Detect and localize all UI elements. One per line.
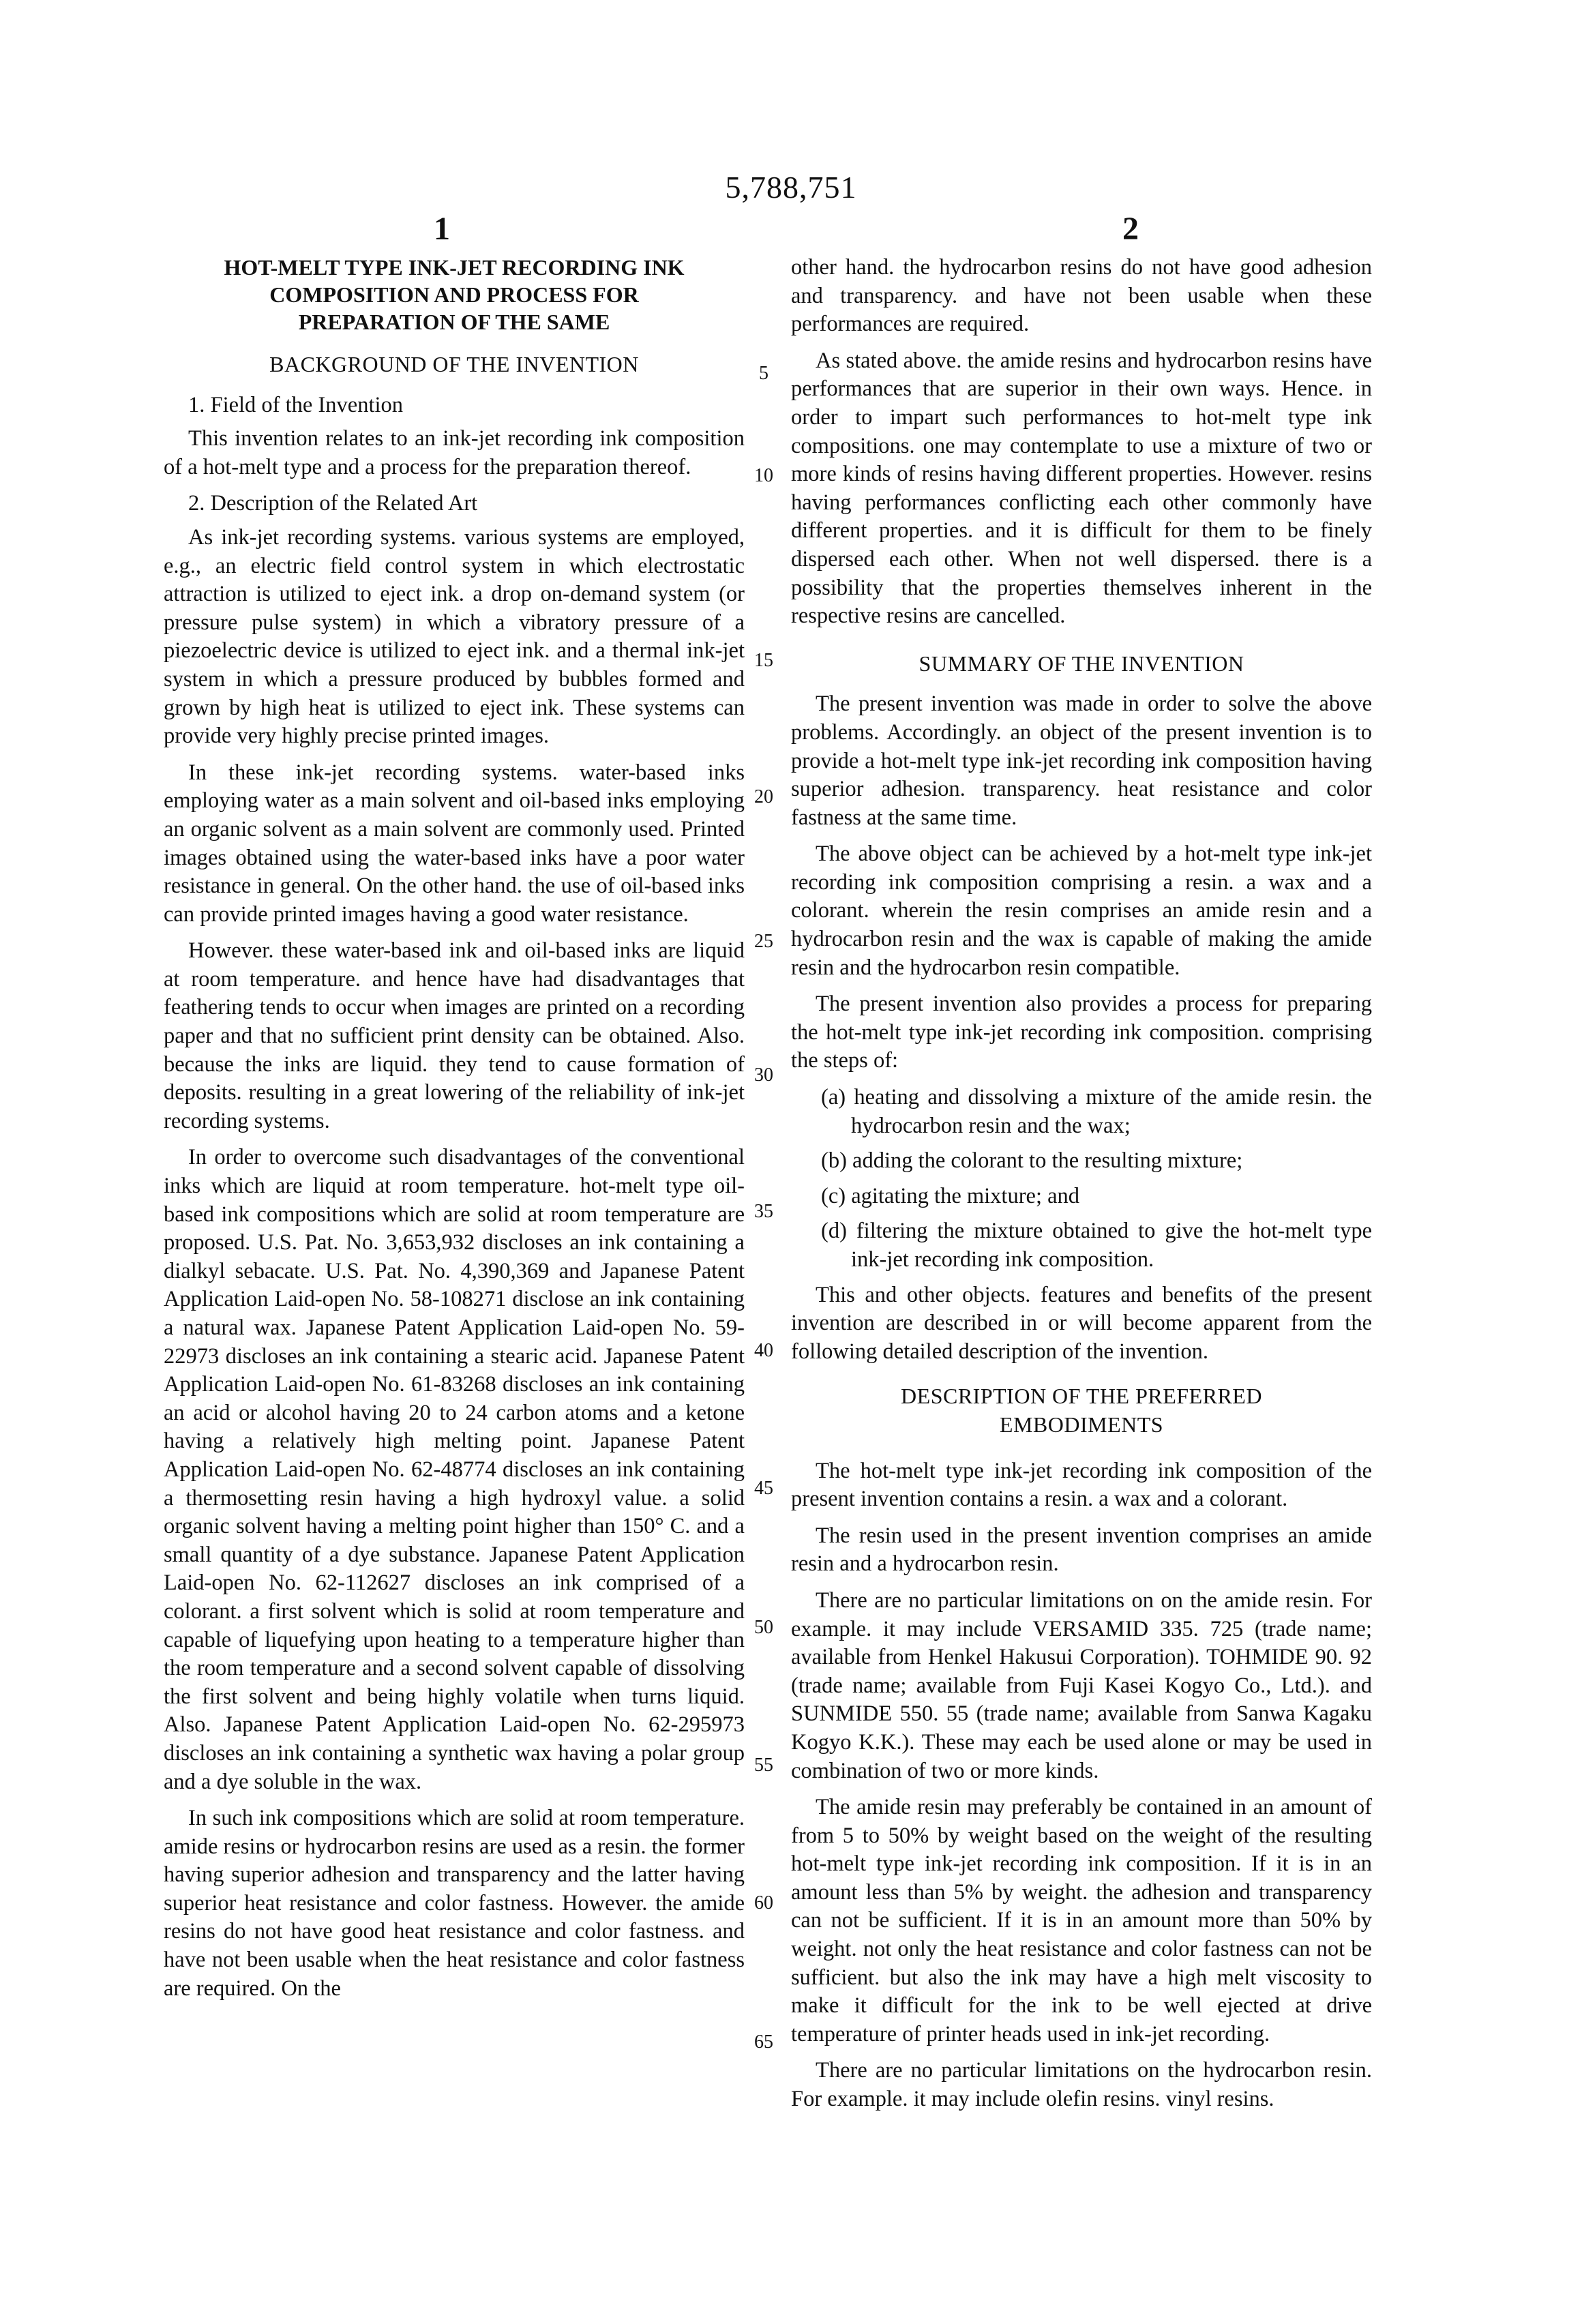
paragraph: As stated above. the amide resins and hydrocarbon resins have performances that are superior in their own ways. Hence. in order to impart such performances to hot-melt type ink compositions. one may contemplate to use a mixture of two or more kinds of resins having different properties. However. resins having performances conflicting each other commonly have different properties. and it is difficult for them to be finely dispersed each other. When not well dispersed. there is a possibility that the properties themselves inherent in the respective resins are cancelled. <box>791 347 1372 631</box>
line-number: 50 <box>750 1617 777 1639</box>
paragraph: There are no particular limitations on on the amide resin. For example. it may include VERSAMID 335. 725 (trade name; available from Henkel Hakusui Corporation). TOHMIDE 90. 92 (trade name; available from Fuji Kasei Kogyo Co., Ltd.). and SUNMIDE 550. 55 (trade name; available from Sanwa Kagaku Kogyo K.K.). These may each be used alone or may be used in combination of two or more kinds. <box>791 1587 1372 1785</box>
line-number: 65 <box>750 2031 777 2053</box>
line-number: 35 <box>750 1201 777 1223</box>
line-number: 45 <box>750 1478 777 1500</box>
step-item: (b) adding the colorant to the resulting mixture; <box>791 1147 1372 1176</box>
step-item: (d) filtering the mixture obtained to give the hot-melt type ink-jet recording ink composition. <box>791 1217 1372 1274</box>
paragraph: However. these water-based ink and oil-based inks are liquid at room temperature. and hence have had disadvantages that feathering tends to occur when images are printed on a recording paper and that no sufficient print density can be obtained. Also. because the inks are liquid. they tend to cause formation of deposits. resulting in a great lowering of the reliability of ink-jet recording systems. <box>164 937 745 1135</box>
paragraph: The present invention also provides a process for preparing the hot-melt type ink-jet recording ink composition. comprising the steps of: <box>791 990 1372 1075</box>
document-title: HOT-MELT TYPE INK-JET RECORDING INK COMPOSITION AND PROCESS FOR PREPARATION OF THE SAME <box>191 254 717 336</box>
field-subheading: 1. Field of the Invention <box>164 391 745 420</box>
paragraph: In these ink-jet recording systems. water-based inks employing water as a main solvent and oil-based inks employing an organic solvent as a main solvent are commonly used. Printed images obtained using the water-based inks have a poor water resistance in general. On the other hand. the use of oil-based inks can provide printed images having a good water resistance. <box>164 759 745 929</box>
paragraph: This and other objects. features and benefits of the present invention are described in or will become apparent from the following detailed description of the invention. <box>791 1281 1372 1367</box>
line-number: 10 <box>750 465 777 487</box>
line-number: 20 <box>750 786 777 808</box>
paragraph: The present invention was made in order to solve the above problems. Accordingly. an object of the present invention is to provide a hot-melt type ink-jet recording ink composition having superior adhesion. transparency. heat resistance and color fastness at the same time. <box>791 690 1372 832</box>
paragraph: The resin used in the present invention comprises an amide resin and a hydrocarbon resin. <box>791 1522 1372 1579</box>
related-art-subheading: 2. Description of the Related Art <box>164 490 745 518</box>
paragraph: There are no particular limitations on the hydrocarbon resin. For example. it may include olefin resins. vinyl resins. <box>791 2057 1372 2113</box>
line-number: 60 <box>750 1892 777 1914</box>
paragraph: As ink-jet recording systems. various systems are employed, e.g., an electric field control system in which electrostatic attraction is utilized to eject ink. a drop on-demand system (or pressure pulse system) in which a vibratory pressure of a piezoelectric device is utilized to eject ink. and a thermal ink-jet system in which a pressure produced by bubbles formed and grown by high heat is utilized to eject ink. These systems can provide very highly precise printed images. <box>164 524 745 751</box>
column-number-left: 1 <box>434 210 450 248</box>
paragraph: This invention relates to an ink-jet recording ink composition of a hot-melt type and a process for the preparation thereof. <box>164 425 745 481</box>
line-number: 15 <box>750 650 777 672</box>
left-column <box>164 254 745 2011</box>
column-number-right: 2 <box>1122 210 1139 248</box>
paragraph: The amide resin may preferably be contained in an amount of from 5 to 50% by weight based on the weight of the resulting hot-melt type ink-jet recording ink composition. If it is in an amount less than 5% by weight. the adhesion and transparency can not be sufficient. If it is in an amount more than 50% by weight. not only the heat resistance and color fastness can not be sufficient. but also the ink may have a high melt viscosity to make it difficult for the ink to be well ejected at drive temperature of printer heads used in ink-jet recording. <box>791 1793 1372 2049</box>
line-number: 55 <box>750 1755 777 1776</box>
paragraph: other hand. the hydrocarbon resins do not have good adhesion and transparency. and have not been usable when these performances are required. <box>791 254 1372 339</box>
line-number: 25 <box>750 931 777 953</box>
line-number: 5 <box>750 363 777 385</box>
step-item: (a) heating and dissolving a mixture of the amide resin. the hydrocarbon resin and the wax; <box>791 1084 1372 1140</box>
paragraph: In such ink compositions which are solid at room temperature. amide resins or hydrocarbon resins are used as a resin. the former having superior adhesion and transparency and the latter having superior heat resistance and color fastness. However. the amide resins do not have good heat resistance and color fastness. and have not been usable when the heat resistance and color fastness are required. On the <box>164 1804 745 2003</box>
line-number: 40 <box>750 1340 777 1362</box>
step-item: (c) agitating the mixture; and <box>791 1182 1372 1211</box>
summary-heading: SUMMARY OF THE INVENTION <box>791 650 1372 679</box>
paragraph: The above object can be achieved by a hot-melt type ink-jet recording ink composition comprising a resin. a wax and a colorant. wherein the resin comprises an amide resin and a hydrocarbon resin and the wax is capable of making the amide resin and the hydrocarbon resin compatible. <box>791 840 1372 982</box>
line-number: 30 <box>750 1064 777 1086</box>
background-heading: BACKGROUND OF THE INVENTION <box>164 351 745 379</box>
patent-number: 5,788,751 <box>0 169 1582 205</box>
right-column <box>791 254 1372 2122</box>
paragraph: The hot-melt type ink-jet recording ink composition of the present invention contains a resin. a wax and a colorant. <box>791 1457 1372 1514</box>
description-heading: DESCRIPTION OF THE PREFERRED EMBODIMENTS <box>873 1382 1290 1439</box>
paragraph: In order to overcome such disadvantages of the conventional inks which are liquid at room temperature. hot-melt type oil-based ink compositions which are solid at room temperature are proposed. U.S. Pat. No. 3,653,932 discloses an ink containing a dialkyl sebacate. U.S. Pat. No. 4,390,369 and Japanese Patent Application Laid-open No. 58-108271 disclose an ink containing a natural wax. Japanese Patent Application Laid-open No. 59-22973 discloses an ink containing a stearic acid. Japanese Patent Application Laid-open No. 61-83268 discloses an ink containing an acid or alcohol having 20 to 24 carbon atoms and a ketone having a relatively high melting point. Japanese Patent Application Laid-open No. 62-48774 discloses an ink containing a thermosetting resin having a high hydroxyl value. a solid organic solvent having a melting point higher than 150° C. and a small quantity of a dye substance. Japanese Patent Application Laid-open No. 62-112627 discloses an ink comprised of a colorant. a first solvent which is solid at room temperature and capable of liquefying upon heating to a temperature higher than the room temperature and a second solvent capable of dissolving the first solvent and being highly volatile when turns liquid. Also. Japanese Patent Application Laid-open No. 62-295973 discloses an ink containing a synthetic wax having a polar group and a dye soluble in the wax. <box>164 1144 745 1796</box>
